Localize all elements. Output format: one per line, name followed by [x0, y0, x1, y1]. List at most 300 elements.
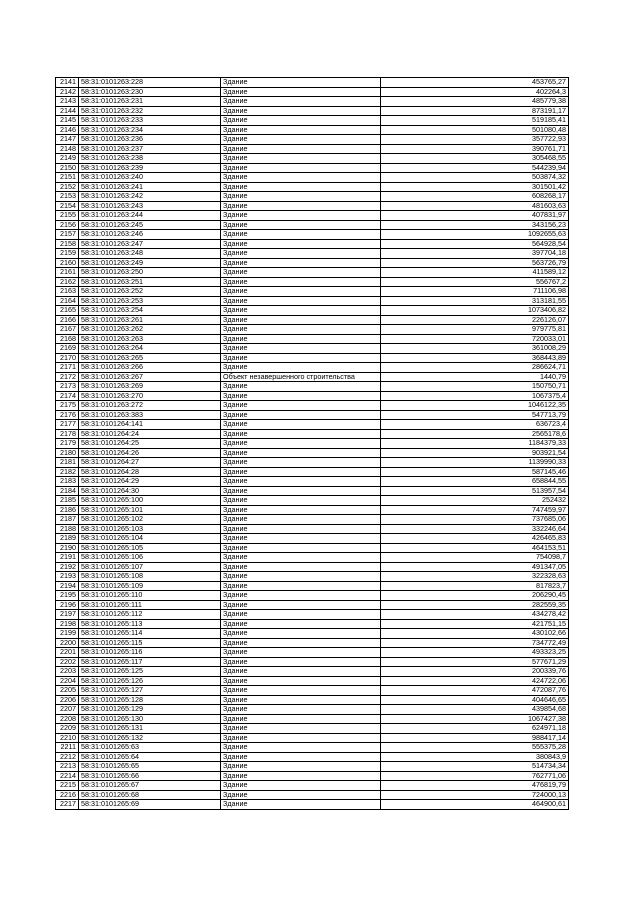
row-number-cell: 2142 [56, 87, 79, 97]
cadastral-value-cell: 226126,07 [381, 315, 569, 325]
table-row [56, 296, 569, 306]
table-row [56, 344, 569, 354]
table-row [56, 572, 569, 582]
row-number-cell: 2216 [56, 790, 79, 800]
row-number-cell: 2210 [56, 733, 79, 743]
object-type-cell: Здание [221, 695, 381, 705]
table-row [56, 249, 569, 259]
cadastral-value-cell: 577671,29 [381, 657, 569, 667]
cadastral-value-cell: 368443,89 [381, 353, 569, 363]
cadastral-value-cell: 555375,28 [381, 743, 569, 753]
object-type-cell: Здание [221, 477, 381, 487]
row-number-cell: 2201 [56, 648, 79, 658]
row-number-cell: 2204 [56, 676, 79, 686]
object-type-cell: Здание [221, 553, 381, 563]
row-number-cell: 2207 [56, 705, 79, 715]
object-type-cell: Здание [221, 600, 381, 610]
row-number-cell: 2199 [56, 629, 79, 639]
table-row [56, 116, 569, 126]
table-row [56, 448, 569, 458]
cadastral-number-cell: 58:31:0101263:232 [79, 106, 221, 116]
table-row [56, 619, 569, 629]
row-number-cell: 2151 [56, 173, 79, 183]
object-type-cell: Здание [221, 429, 381, 439]
row-number-cell: 2147 [56, 135, 79, 145]
table-row [56, 78, 569, 88]
row-number-cell: 2155 [56, 211, 79, 221]
row-number-cell: 2169 [56, 344, 79, 354]
table-row [56, 458, 569, 468]
cadastral-value-cell: 404646,65 [381, 695, 569, 705]
table-row [56, 771, 569, 781]
object-type-cell: Здание [221, 619, 381, 629]
cadastral-value-cell: 464153,51 [381, 543, 569, 553]
row-number-cell: 2166 [56, 315, 79, 325]
cadastral-number-cell: 58:31:0101264:30 [79, 486, 221, 496]
row-number-cell: 2172 [56, 372, 79, 382]
table-row [56, 600, 569, 610]
table-row [56, 125, 569, 135]
cadastral-number-cell: 58:31:0101265:68 [79, 790, 221, 800]
table-row [56, 315, 569, 325]
object-type-cell: Здание [221, 743, 381, 753]
cadastral-value-cell: 737685,06 [381, 515, 569, 525]
object-type-cell: Здание [221, 315, 381, 325]
object-type-cell: Здание [221, 220, 381, 230]
table-row [56, 306, 569, 316]
cadastral-value-cell: 979775,81 [381, 325, 569, 335]
cadastral-number-cell: 58:31:0101264:29 [79, 477, 221, 487]
cadastral-value-cell: 988417,14 [381, 733, 569, 743]
table-row [56, 800, 569, 810]
cadastral-number-cell: 58:31:0101265:65 [79, 762, 221, 772]
cadastral-number-cell: 58:31:0101263:262 [79, 325, 221, 335]
row-number-cell: 2212 [56, 752, 79, 762]
row-number-cell: 2192 [56, 562, 79, 572]
row-number-cell: 2181 [56, 458, 79, 468]
object-type-cell: Здание [221, 638, 381, 648]
row-number-cell: 2177 [56, 420, 79, 430]
cadastral-number-cell: 58:31:0101263:270 [79, 391, 221, 401]
cadastral-value-cell: 380843,9 [381, 752, 569, 762]
cadastral-value-cell: 608268,17 [381, 192, 569, 202]
cadastral-number-cell: 58:31:0101263:253 [79, 296, 221, 306]
cadastral-value-cell: 1073406,82 [381, 306, 569, 316]
table-row [56, 724, 569, 734]
object-type-cell: Здание [221, 467, 381, 477]
cadastral-value-cell: 200339,76 [381, 667, 569, 677]
cadastral-number-cell: 58:31:0101265:125 [79, 667, 221, 677]
cadastral-number-cell: 58:31:0101263:246 [79, 230, 221, 240]
cadastral-number-cell: 58:31:0101265:104 [79, 534, 221, 544]
cadastral-value-cell: 206290,45 [381, 591, 569, 601]
cadastral-value-cell: 762771,06 [381, 771, 569, 781]
row-number-cell: 2176 [56, 410, 79, 420]
table-row [56, 752, 569, 762]
cadastral-value-cell: 514734,34 [381, 762, 569, 772]
cadastral-number-cell: 58:31:0101263:248 [79, 249, 221, 259]
row-number-cell: 2185 [56, 496, 79, 506]
cadastral-value-cell: 332246,64 [381, 524, 569, 534]
table-row [56, 534, 569, 544]
object-type-cell: Здание [221, 724, 381, 734]
object-type-cell: Здание [221, 201, 381, 211]
cadastral-value-cell: 430102,66 [381, 629, 569, 639]
cadastral-number-cell: 58:31:0101263:383 [79, 410, 221, 420]
row-number-cell: 2197 [56, 610, 79, 620]
table-row [56, 524, 569, 534]
object-type-cell: Здание [221, 182, 381, 192]
object-type-cell: Здание [221, 401, 381, 411]
table-row [56, 239, 569, 249]
table-row [56, 705, 569, 715]
row-number-cell: 2146 [56, 125, 79, 135]
table-row [56, 477, 569, 487]
cadastral-number-cell: 58:31:0101263:236 [79, 135, 221, 145]
table-row [56, 334, 569, 344]
cadastral-value-cell: 1092655,63 [381, 230, 569, 240]
object-type-cell: Здание [221, 543, 381, 553]
table-row [56, 230, 569, 240]
cadastral-number-cell: 58:31:0101265:113 [79, 619, 221, 629]
cadastral-number-cell: 58:31:0101265:103 [79, 524, 221, 534]
row-number-cell: 2208 [56, 714, 79, 724]
table-row [56, 401, 569, 411]
object-type-cell: Объект незавершенного строительства [221, 372, 381, 382]
table-row [56, 733, 569, 743]
table-row [56, 790, 569, 800]
cadastral-number-cell: 58:31:0101263:238 [79, 154, 221, 164]
object-type-cell: Здание [221, 287, 381, 297]
object-type-cell: Здание [221, 192, 381, 202]
object-type-cell: Здание [221, 230, 381, 240]
cadastral-number-cell: 58:31:0101263:252 [79, 287, 221, 297]
row-number-cell: 2157 [56, 230, 79, 240]
object-type-cell: Здание [221, 581, 381, 591]
object-type-cell: Здание [221, 648, 381, 658]
cadastral-value-cell: 402264,3 [381, 87, 569, 97]
cadastral-number-cell: 58:31:0101265:64 [79, 752, 221, 762]
cadastral-number-cell: 58:31:0101265:67 [79, 781, 221, 791]
object-type-cell: Здание [221, 87, 381, 97]
cadastral-number-cell: 58:31:0101265:114 [79, 629, 221, 639]
cadastral-number-cell: 58:31:0101265:108 [79, 572, 221, 582]
cadastral-number-cell: 58:31:0101263:239 [79, 163, 221, 173]
cadastral-value-cell: 343156,23 [381, 220, 569, 230]
cadastral-value-cell: 453765,27 [381, 78, 569, 88]
table-row [56, 391, 569, 401]
cadastral-number-cell: 58:31:0101265:109 [79, 581, 221, 591]
cadastral-value-cell: 563726,79 [381, 258, 569, 268]
cadastral-value-cell: 464900,61 [381, 800, 569, 810]
cadastral-value-cell: 1184379,33 [381, 439, 569, 449]
object-type-cell: Здание [221, 249, 381, 259]
cadastral-value-cell: 313181,55 [381, 296, 569, 306]
cadastral-value-cell: 903921,54 [381, 448, 569, 458]
table-row [56, 686, 569, 696]
table-row [56, 163, 569, 173]
object-type-cell: Здание [221, 458, 381, 468]
cadastral-value-cell: 556767,2 [381, 277, 569, 287]
row-number-cell: 2193 [56, 572, 79, 582]
object-type-cell: Здание [221, 562, 381, 572]
cadastral-value-cell: 503874,32 [381, 173, 569, 183]
cadastral-value-cell: 636723,4 [381, 420, 569, 430]
object-type-cell: Здание [221, 762, 381, 772]
cadastral-number-cell: 58:31:0101264:28 [79, 467, 221, 477]
cadastral-value-cell: 754098,7 [381, 553, 569, 563]
table-row [56, 429, 569, 439]
table-row [56, 201, 569, 211]
table-row [56, 553, 569, 563]
cadastral-number-cell: 58:31:0101263:244 [79, 211, 221, 221]
object-type-cell: Здание [221, 211, 381, 221]
object-type-cell: Здание [221, 524, 381, 534]
cadastral-number-cell: 58:31:0101265:129 [79, 705, 221, 715]
object-type-cell: Здание [221, 135, 381, 145]
row-number-cell: 2160 [56, 258, 79, 268]
object-type-cell: Здание [221, 515, 381, 525]
cadastral-value-cell: 513957,54 [381, 486, 569, 496]
row-number-cell: 2165 [56, 306, 79, 316]
cadastral-value-cell: 711106,98 [381, 287, 569, 297]
row-number-cell: 2213 [56, 762, 79, 772]
row-number-cell: 2156 [56, 220, 79, 230]
cadastral-value-cell: 724000,13 [381, 790, 569, 800]
row-number-cell: 2189 [56, 534, 79, 544]
table-row [56, 97, 569, 107]
cadastral-value-table [55, 77, 569, 810]
row-number-cell: 2159 [56, 249, 79, 259]
row-number-cell: 2171 [56, 363, 79, 373]
row-number-cell: 2186 [56, 505, 79, 515]
cadastral-number-cell: 58:31:0101263:264 [79, 344, 221, 354]
cadastral-value-cell: 150750,71 [381, 382, 569, 392]
cadastral-number-cell: 58:31:0101263:261 [79, 315, 221, 325]
row-number-cell: 2206 [56, 695, 79, 705]
object-type-cell: Здание [221, 154, 381, 164]
cadastral-number-cell: 58:31:0101265:102 [79, 515, 221, 525]
row-number-cell: 2214 [56, 771, 79, 781]
cadastral-value-cell: 407831,97 [381, 211, 569, 221]
object-type-cell: Здание [221, 344, 381, 354]
table-row [56, 505, 569, 515]
object-type-cell: Здание [221, 353, 381, 363]
object-type-cell: Здание [221, 733, 381, 743]
row-number-cell: 2168 [56, 334, 79, 344]
row-number-cell: 2191 [56, 553, 79, 563]
cadastral-value-cell: 1046122,35 [381, 401, 569, 411]
cadastral-number-cell: 58:31:0101263:243 [79, 201, 221, 211]
row-number-cell: 2153 [56, 192, 79, 202]
row-number-cell: 2158 [56, 239, 79, 249]
cadastral-number-cell: 58:31:0101265:131 [79, 724, 221, 734]
table-row [56, 714, 569, 724]
cadastral-number-cell: 58:31:0101263:266 [79, 363, 221, 373]
row-number-cell: 2195 [56, 591, 79, 601]
row-number-cell: 2217 [56, 800, 79, 810]
row-number-cell: 2180 [56, 448, 79, 458]
object-type-cell: Здание [221, 277, 381, 287]
cadastral-number-cell: 58:31:0101263:250 [79, 268, 221, 278]
row-number-cell: 2203 [56, 667, 79, 677]
object-type-cell: Здание [221, 781, 381, 791]
cadastral-number-cell: 58:31:0101265:106 [79, 553, 221, 563]
row-number-cell: 2152 [56, 182, 79, 192]
cadastral-number-cell: 58:31:0101265:105 [79, 543, 221, 553]
row-number-cell: 2209 [56, 724, 79, 734]
row-number-cell: 2145 [56, 116, 79, 126]
object-type-cell: Здание [221, 486, 381, 496]
row-number-cell: 2163 [56, 287, 79, 297]
object-type-cell: Здание [221, 534, 381, 544]
table-row [56, 363, 569, 373]
table-row [56, 638, 569, 648]
cadastral-number-cell: 58:31:0101263:267 [79, 372, 221, 382]
table-row [56, 382, 569, 392]
object-type-cell: Здание [221, 800, 381, 810]
cadastral-value-cell: 1139990,33 [381, 458, 569, 468]
cadastral-value-cell: 747459,97 [381, 505, 569, 515]
row-number-cell: 2205 [56, 686, 79, 696]
cadastral-value-cell: 481603,63 [381, 201, 569, 211]
table-row [56, 268, 569, 278]
cadastral-number-cell: 58:31:0101265:128 [79, 695, 221, 705]
cadastral-number-cell: 58:31:0101265:111 [79, 600, 221, 610]
row-number-cell: 2182 [56, 467, 79, 477]
table-row [56, 496, 569, 506]
row-number-cell: 2148 [56, 144, 79, 154]
row-number-cell: 2175 [56, 401, 79, 411]
cadastral-number-cell: 58:31:0101263:233 [79, 116, 221, 126]
cadastral-number-cell: 58:31:0101263:237 [79, 144, 221, 154]
row-number-cell: 2183 [56, 477, 79, 487]
table-row [56, 258, 569, 268]
object-type-cell: Здание [221, 144, 381, 154]
row-number-cell: 2149 [56, 154, 79, 164]
cadastral-number-cell: 58:31:0101264:24 [79, 429, 221, 439]
cadastral-value-cell: 472087,76 [381, 686, 569, 696]
table-row [56, 106, 569, 116]
object-type-cell: Здание [221, 790, 381, 800]
cadastral-number-cell: 58:31:0101263:228 [79, 78, 221, 88]
cadastral-value-cell: 397704,18 [381, 249, 569, 259]
table-row [56, 781, 569, 791]
cadastral-value-cell: 519185,41 [381, 116, 569, 126]
cadastral-number-cell: 58:31:0101263:230 [79, 87, 221, 97]
table-row [56, 287, 569, 297]
cadastral-value-cell: 286624,71 [381, 363, 569, 373]
object-type-cell: Здание [221, 268, 381, 278]
cadastral-value-cell: 817823,7 [381, 581, 569, 591]
cadastral-number-cell: 58:31:0101265:130 [79, 714, 221, 724]
cadastral-number-cell: 58:31:0101264:141 [79, 420, 221, 430]
table-row [56, 581, 569, 591]
cadastral-number-cell: 58:31:0101265:69 [79, 800, 221, 810]
cadastral-number-cell: 58:31:0101263:231 [79, 97, 221, 107]
cadastral-value-cell: 252432 [381, 496, 569, 506]
cadastral-value-cell: 390761,71 [381, 144, 569, 154]
cadastral-value-cell: 1067427,38 [381, 714, 569, 724]
row-number-cell: 2194 [56, 581, 79, 591]
row-number-cell: 2190 [56, 543, 79, 553]
table-row [56, 439, 569, 449]
table-row [56, 211, 569, 221]
cadastral-number-cell: 58:31:0101264:26 [79, 448, 221, 458]
table-row [56, 486, 569, 496]
cadastral-value-cell: 421751,15 [381, 619, 569, 629]
cadastral-value-cell: 873191,17 [381, 106, 569, 116]
row-number-cell: 2198 [56, 619, 79, 629]
cadastral-value-cell: 305468,55 [381, 154, 569, 164]
table-row [56, 154, 569, 164]
row-number-cell: 2184 [56, 486, 79, 496]
object-type-cell: Здание [221, 258, 381, 268]
row-number-cell: 2162 [56, 277, 79, 287]
cadastral-value-cell: 734772,49 [381, 638, 569, 648]
cadastral-number-cell: 58:31:0101265:112 [79, 610, 221, 620]
table-row [56, 192, 569, 202]
table-row [56, 277, 569, 287]
cadastral-number-cell: 58:31:0101263:245 [79, 220, 221, 230]
cadastral-value-cell: 587145,46 [381, 467, 569, 477]
object-type-cell: Здание [221, 239, 381, 249]
cadastral-number-cell: 58:31:0101265:63 [79, 743, 221, 753]
table-body [56, 78, 569, 810]
object-type-cell: Здание [221, 657, 381, 667]
cadastral-value-cell: 624971,18 [381, 724, 569, 734]
cadastral-number-cell: 58:31:0101263:254 [79, 306, 221, 316]
cadastral-value-cell: 322328,63 [381, 572, 569, 582]
object-type-cell: Здание [221, 296, 381, 306]
table-row [56, 353, 569, 363]
cadastral-number-cell: 58:31:0101265:132 [79, 733, 221, 743]
object-type-cell: Здание [221, 382, 381, 392]
object-type-cell: Здание [221, 410, 381, 420]
object-type-cell: Здание [221, 505, 381, 515]
row-number-cell: 2154 [56, 201, 79, 211]
cadastral-number-cell: 58:31:0101263:265 [79, 353, 221, 363]
object-type-cell: Здание [221, 496, 381, 506]
table-row [56, 467, 569, 477]
object-type-cell: Здание [221, 391, 381, 401]
cadastral-value-cell: 491347,05 [381, 562, 569, 572]
cadastral-number-cell: 58:31:0101265:66 [79, 771, 221, 781]
table-row [56, 562, 569, 572]
table-row [56, 325, 569, 335]
object-type-cell: Здание [221, 78, 381, 88]
cadastral-value-cell: 434278,42 [381, 610, 569, 620]
object-type-cell: Здание [221, 325, 381, 335]
cadastral-value-cell: 658844,55 [381, 477, 569, 487]
cadastral-number-cell: 58:31:0101263:249 [79, 258, 221, 268]
cadastral-value-cell: 411589,12 [381, 268, 569, 278]
cadastral-number-cell: 58:31:0101265:116 [79, 648, 221, 658]
object-type-cell: Здание [221, 116, 381, 126]
object-type-cell: Здание [221, 572, 381, 582]
table-row [56, 87, 569, 97]
cadastral-value-cell: 485779,38 [381, 97, 569, 107]
table-row [56, 667, 569, 677]
table-row [56, 591, 569, 601]
object-type-cell: Здание [221, 705, 381, 715]
cadastral-number-cell: 58:31:0101263:234 [79, 125, 221, 135]
object-type-cell: Здание [221, 667, 381, 677]
table-row [56, 629, 569, 639]
table-row [56, 657, 569, 667]
table-row [56, 762, 569, 772]
object-type-cell: Здание [221, 686, 381, 696]
